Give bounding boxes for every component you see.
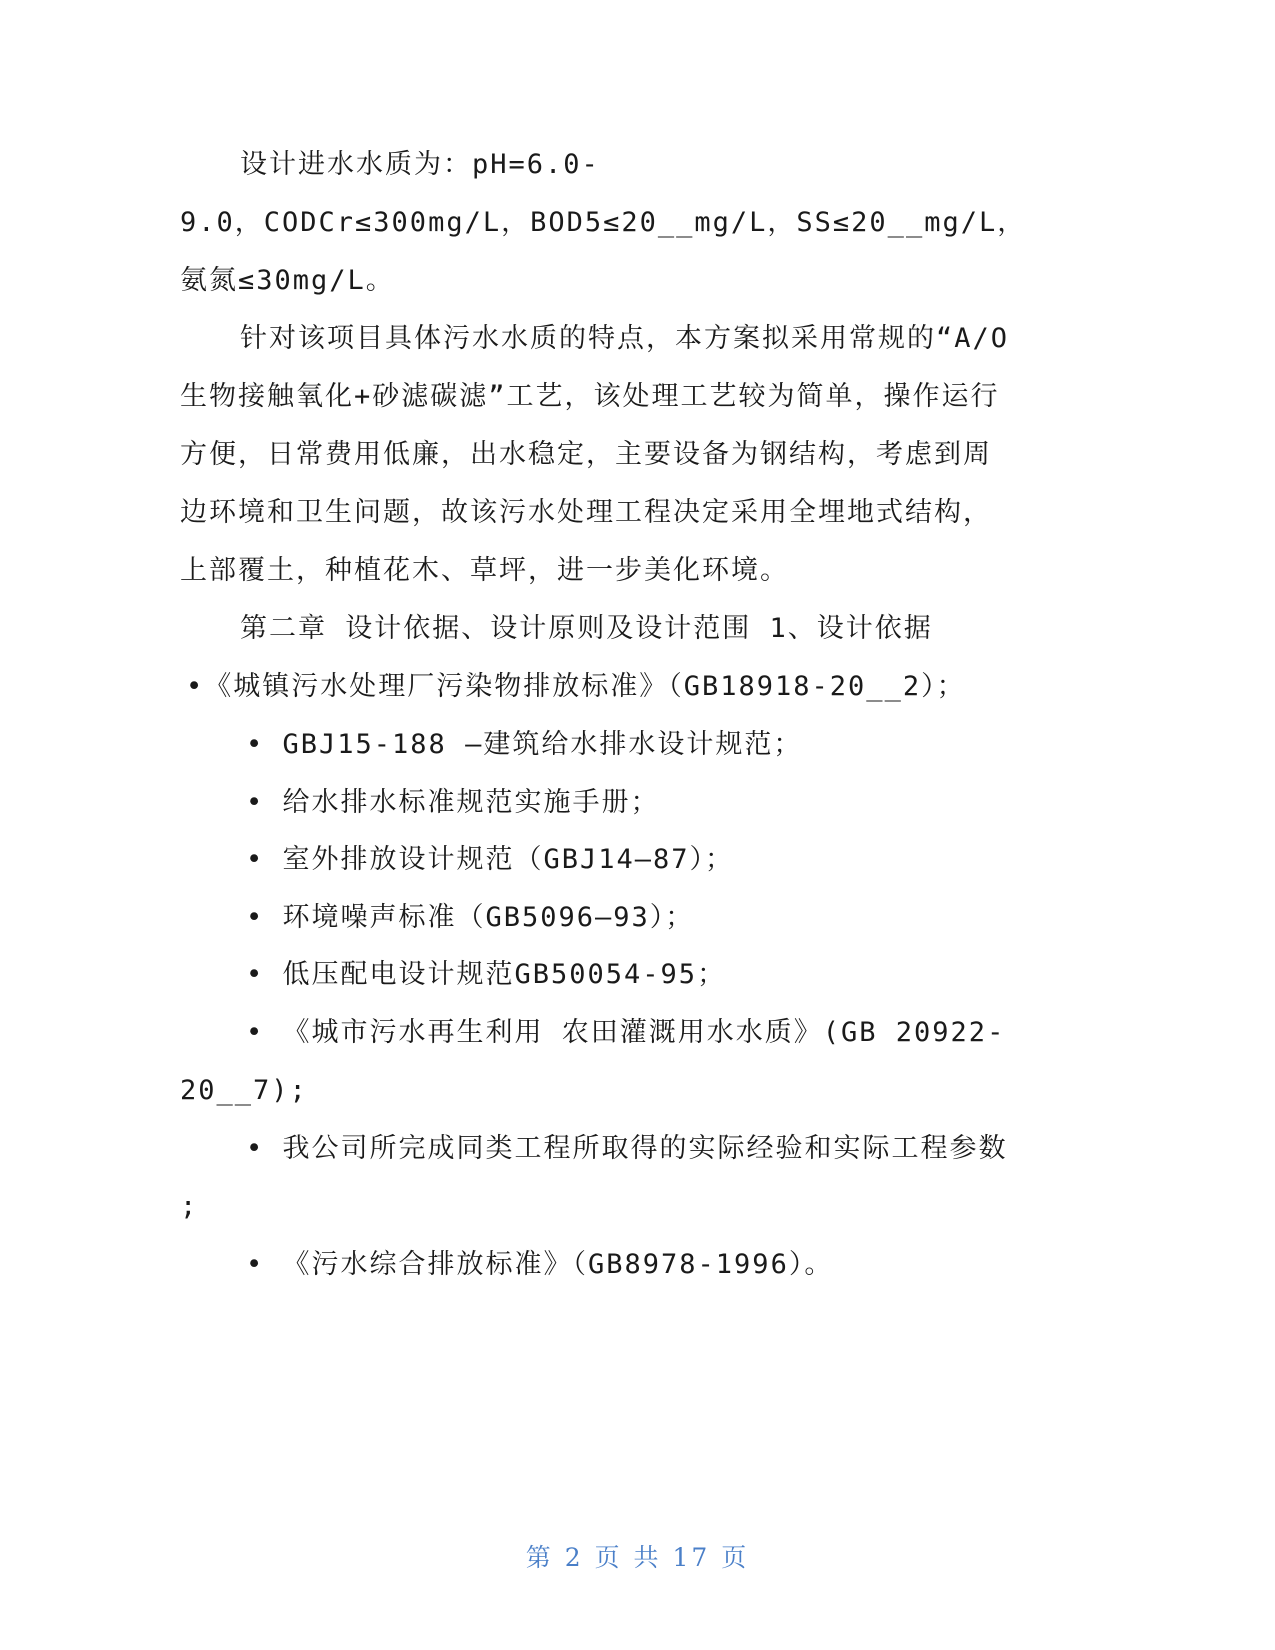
- list-item-continuation: 20__7);: [180, 1075, 308, 1106]
- list-item-continuation: ;: [180, 1191, 199, 1222]
- page-number-footer: 第 2 页 共 17 页: [525, 1543, 750, 1572]
- paragraph-line: 氨氮≤30mg/L。: [180, 265, 395, 296]
- paragraph-line: 方便，日常费用低廉，出水稳定，主要设备为钢结构，考虑到周: [180, 439, 992, 470]
- paragraph-line: 针对该项目具体污水水质的特点，本方案拟采用常规的“A/O: [240, 323, 1010, 354]
- paragraph-line: 上部覆土，种植花木、草坪，进一步美化环境。: [180, 555, 789, 586]
- paragraph-line: 设计进水水质为：pH=6.0-: [240, 149, 600, 180]
- list-item: • 给水排水标准规范实施手册；: [246, 787, 660, 818]
- list-item: • 室外排放设计规范（GBJ14—87）；: [246, 844, 735, 875]
- list-item: •《城镇污水处理厂污染物排放标准》（GB18918-20__2）；: [186, 671, 966, 702]
- list-item: • 我公司所完成同类工程所取得的实际经验和实际工程参数: [246, 1133, 1008, 1164]
- list-item: • 《污水综合排放标准》（GB8978-1996）。: [246, 1249, 834, 1280]
- paragraph-line: 生物接触氧化+砂滤碳滤”工艺，该处理工艺较为简单，操作运行: [180, 381, 1000, 412]
- list-item: • 环境噪声标准（GB5096—93）；: [246, 902, 695, 933]
- list-item: • 低压配电设计规范GB50054-95；: [246, 959, 727, 990]
- list-item: • GBJ15-188 —建筑给水排水设计规范；: [246, 729, 803, 760]
- chapter-heading: 第二章 设计依据、设计原则及设计范围 1、设计依据: [240, 613, 933, 644]
- paragraph-line: 边环境和卫生问题，故该污水处理工程决定采用全埋地式结构，: [180, 497, 992, 528]
- paragraph-line: 9.0，CODCr≤300mg/L，BOD5≤20__mg/L，SS≤20__mg/L，: [180, 207, 1027, 238]
- list-item: • 《城市污水再生利用 农田灌溉用水水质》(GB 20922-: [246, 1017, 1006, 1048]
